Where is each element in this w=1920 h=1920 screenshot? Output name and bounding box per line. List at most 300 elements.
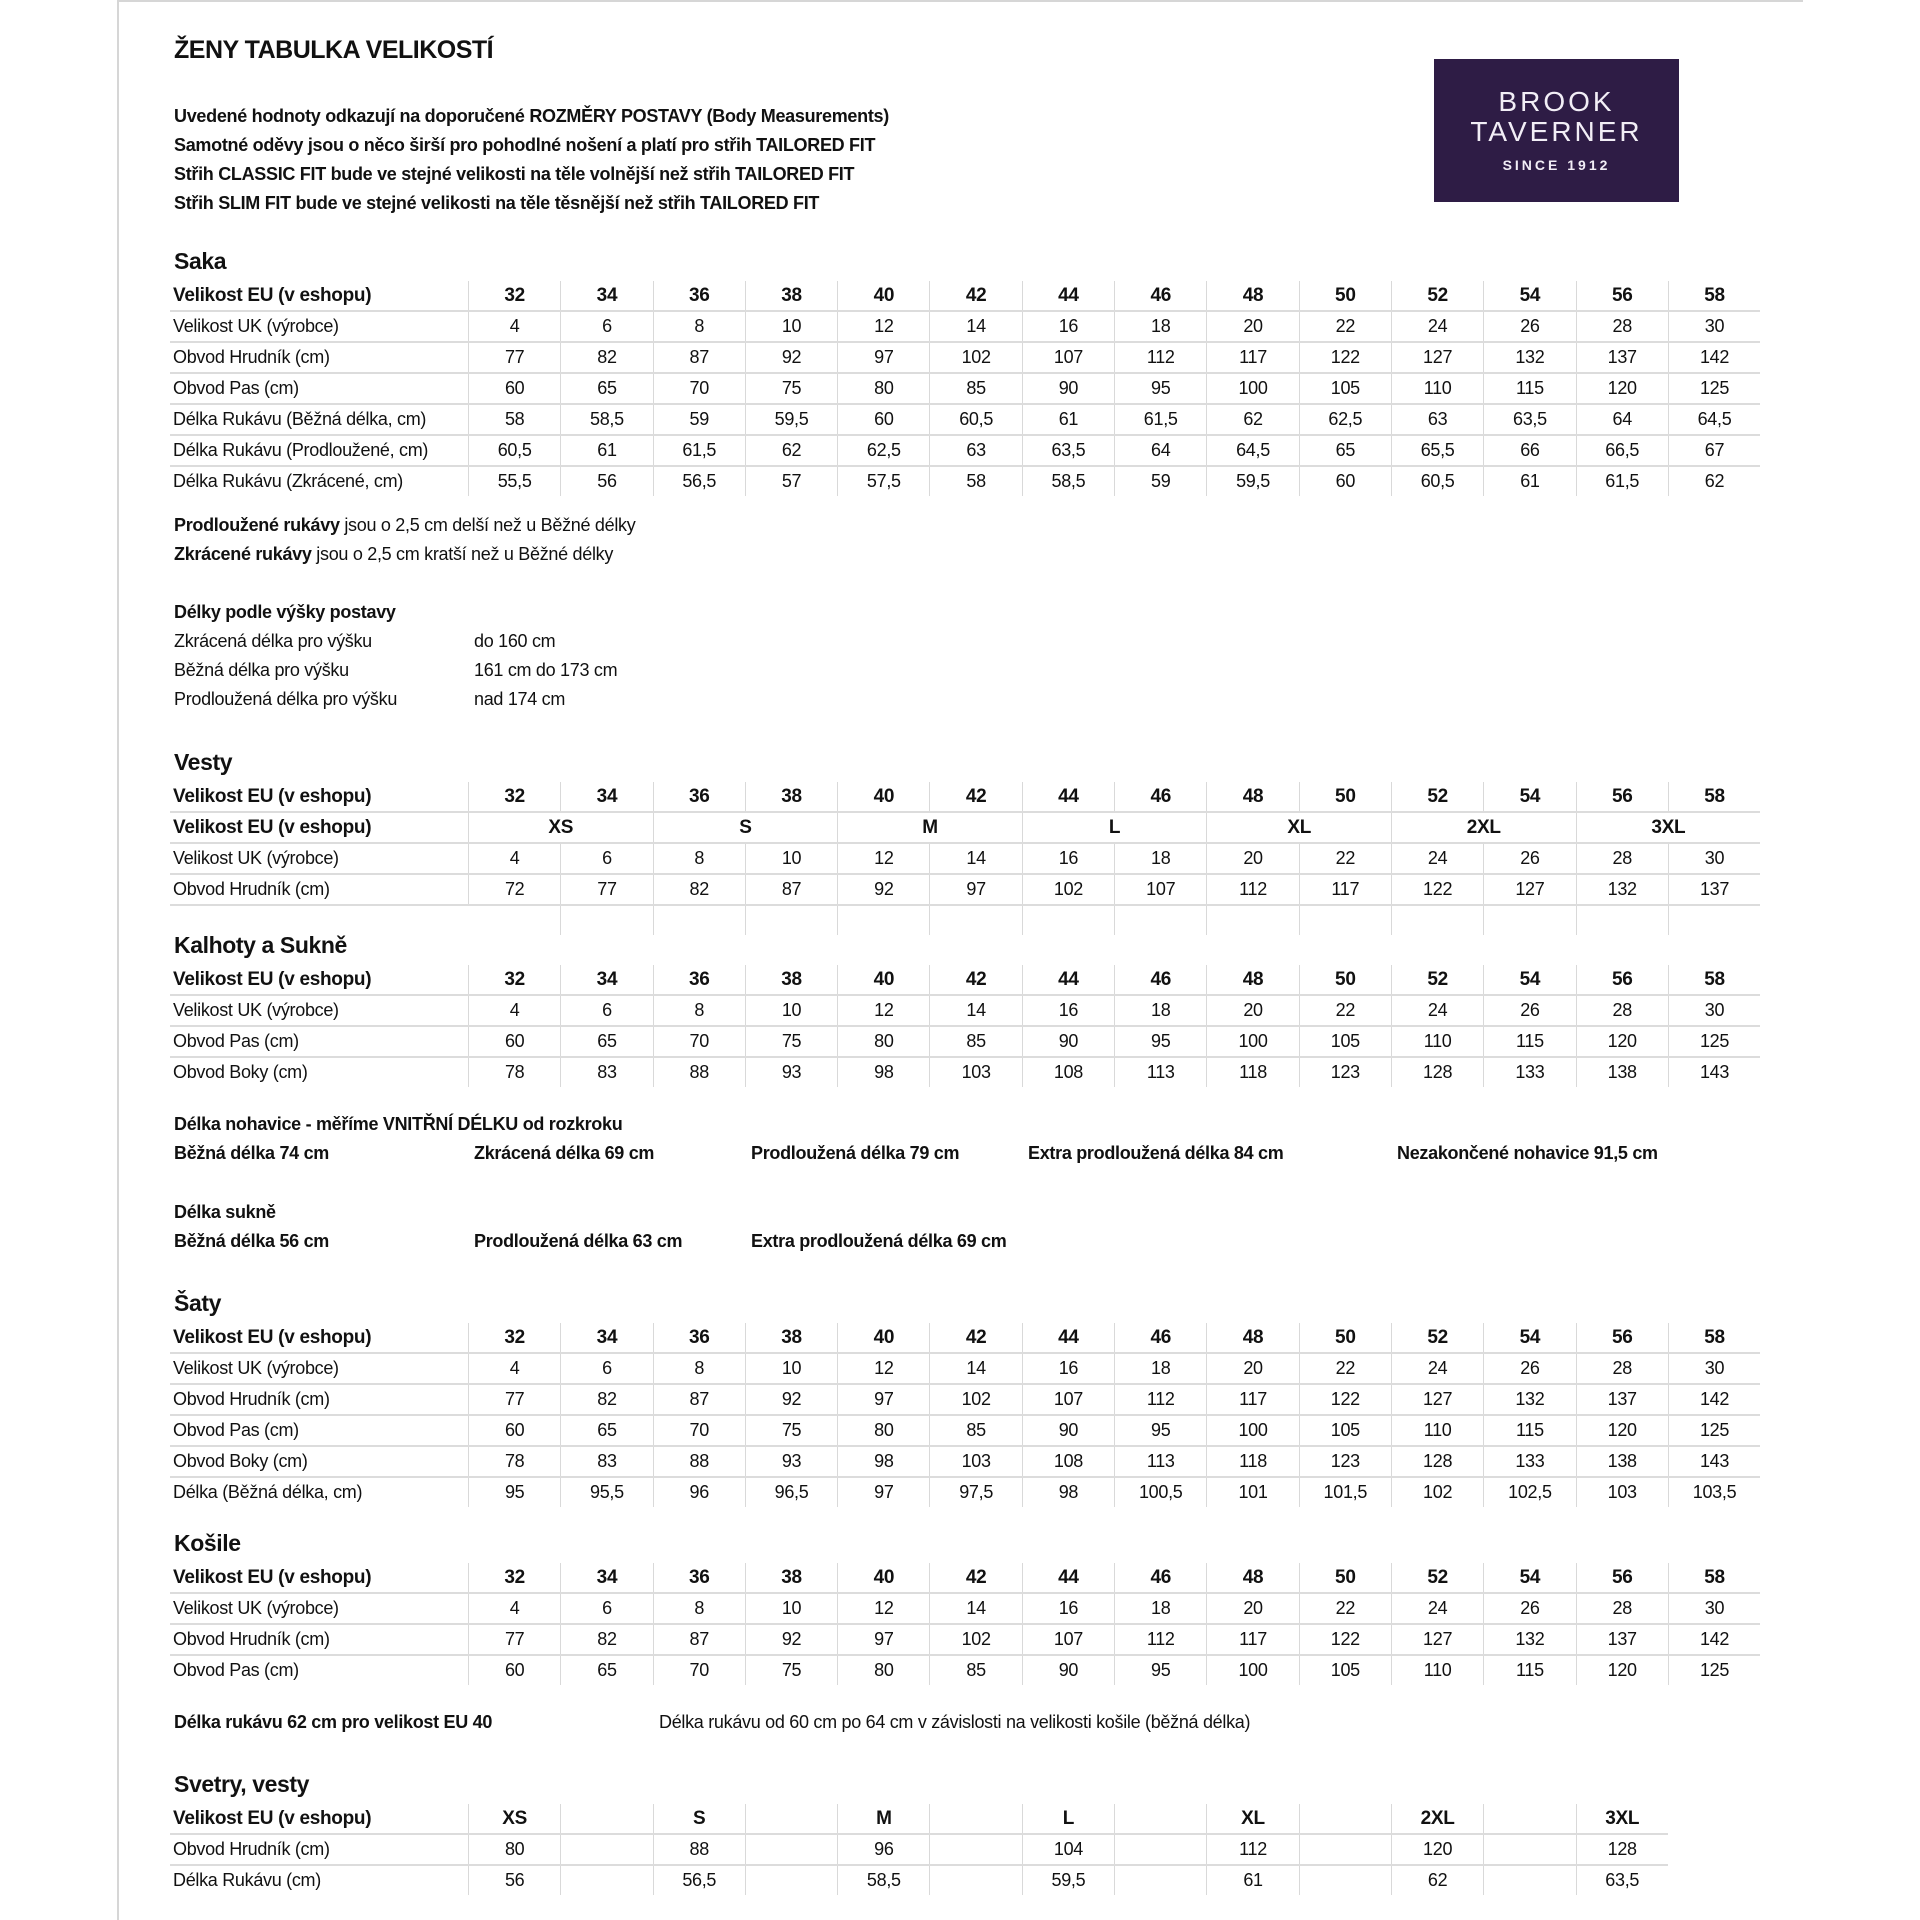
note-bold: Prodloužené rukávy [174, 515, 340, 535]
cell-value: 110 [1391, 373, 1483, 404]
cell-value: 113 [1115, 1057, 1207, 1087]
cell-label: Obvod Hrudník (cm) [170, 1384, 469, 1415]
cell-value: 97 [838, 1477, 930, 1507]
cell-value: 103 [1576, 1477, 1668, 1507]
cell-value: 95 [1115, 373, 1207, 404]
cell-value: 62 [1391, 1865, 1483, 1895]
cell-value: 30 [1668, 311, 1760, 342]
cell-value: 127 [1391, 342, 1483, 373]
cell-value: 42 [930, 1563, 1022, 1593]
cell-value: 28 [1576, 311, 1668, 342]
cell-label: Obvod Hrudník (cm) [170, 1834, 469, 1865]
cell-value: 128 [1576, 1834, 1668, 1865]
table-vesty [170, 782, 1760, 935]
table-row [170, 281, 1760, 311]
cell-value: 112 [1115, 1624, 1207, 1655]
cell-value: 12 [838, 995, 930, 1026]
cell-value: 50 [1299, 281, 1391, 311]
cell-value: 36 [653, 1323, 745, 1353]
cell-value: 40 [838, 1563, 930, 1593]
cell-value: 10 [745, 1353, 837, 1384]
cell-value: 117 [1207, 342, 1299, 373]
cell-value [561, 1865, 653, 1895]
cell-value: 6 [561, 311, 653, 342]
cell-value: 44 [1022, 965, 1114, 995]
cell-value: 46 [1115, 1563, 1207, 1593]
cell-value: 138 [1576, 1446, 1668, 1477]
cell-value [930, 1834, 1022, 1865]
leg-length-item: Běžná délka 74 cm [174, 1143, 329, 1163]
cell-value: 20 [1207, 1353, 1299, 1384]
skirt-length-item: Extra prodloužená délka 69 cm [751, 1231, 1007, 1251]
cell-value: 42 [930, 281, 1022, 311]
table-row [170, 1655, 1760, 1685]
cell-value: 4 [469, 1593, 561, 1624]
cell-value: 132 [1484, 1624, 1576, 1655]
cell-value: 101 [1207, 1477, 1299, 1507]
cell-value: 97 [930, 874, 1022, 905]
intro-line: Střih CLASSIC FIT bude ve stejné velikosti na těle volnější než střih TAILORED FIT [174, 164, 855, 184]
cell-value: 80 [838, 373, 930, 404]
cell-value: 97 [838, 342, 930, 373]
cell-value: 44 [1022, 281, 1114, 311]
cell-letter: M [838, 812, 1023, 843]
table-row [170, 1323, 1760, 1353]
cell-value: 122 [1299, 1384, 1391, 1415]
cell-value: 12 [838, 1593, 930, 1624]
table-row [170, 311, 1760, 342]
cell-value: 22 [1299, 311, 1391, 342]
cell-value: 30 [1668, 1593, 1760, 1624]
cell-value: 102 [930, 1384, 1022, 1415]
cell-value: 38 [745, 1563, 837, 1593]
cell-value: 52 [1391, 782, 1483, 812]
cell-value: 26 [1484, 1593, 1576, 1624]
shirt-sleeve-range-note: Délka rukávu od 60 cm po 64 cm v závislosti na velikosti košile (běžná délka) [659, 1712, 1251, 1732]
cell-value: 40 [838, 782, 930, 812]
cell-value: 96 [653, 1477, 745, 1507]
note-bold: Zkrácené rukávy [174, 544, 312, 564]
table-row [170, 1026, 1760, 1057]
cell-value: 92 [745, 1624, 837, 1655]
cell-value: 103 [930, 1446, 1022, 1477]
cell-value: 102,5 [1484, 1477, 1576, 1507]
cell-value: 22 [1299, 1353, 1391, 1384]
cell-value: 65 [561, 1415, 653, 1446]
intro-line: Střih SLIM FIT bude ve stejné velikosti na těle těsnější než střih TAILORED FIT [174, 193, 820, 213]
cell-value: 50 [1299, 1563, 1391, 1593]
cell-value [745, 1804, 837, 1834]
table-row [170, 466, 1760, 496]
cell-value: 46 [1115, 965, 1207, 995]
cell-value: 100 [1207, 1655, 1299, 1685]
cell-value: 38 [745, 281, 837, 311]
cell-letter: S [653, 812, 838, 843]
cell-value: 26 [1484, 311, 1576, 342]
cell-value: 62 [745, 435, 837, 466]
cell-label: Velikost EU (v eshopu) [170, 1804, 469, 1834]
cell-value: 87 [653, 342, 745, 373]
cell-value: 42 [930, 1323, 1022, 1353]
cell-value: 65,5 [1391, 435, 1483, 466]
section-title-kosile: Košile [174, 1530, 241, 1556]
cell-value: 40 [838, 281, 930, 311]
cell-value: 77 [561, 874, 653, 905]
cell-value: 62,5 [1299, 404, 1391, 435]
cell-value: 120 [1576, 373, 1668, 404]
cell-value: 105 [1299, 1655, 1391, 1685]
cell-value: 4 [469, 311, 561, 342]
cell-value: 26 [1484, 1353, 1576, 1384]
cell-value: 54 [1484, 782, 1576, 812]
height-value: 161 cm do 173 cm [474, 660, 618, 680]
cell-value: 52 [1391, 1323, 1483, 1353]
cell-value: 10 [745, 843, 837, 874]
cell-value: 118 [1207, 1057, 1299, 1087]
table-row [170, 1057, 1760, 1087]
cell-value: 93 [745, 1446, 837, 1477]
cell-value: 50 [1299, 965, 1391, 995]
cell-value: 90 [1022, 1655, 1114, 1685]
cell-value: 87 [653, 1384, 745, 1415]
cell-value: 32 [469, 1323, 561, 1353]
cell-value: 36 [653, 281, 745, 311]
cell-value: 137 [1576, 1624, 1668, 1655]
cell-value: 137 [1576, 1384, 1668, 1415]
cell-label: Obvod Pas (cm) [170, 1415, 469, 1446]
cell-value: 20 [1207, 995, 1299, 1026]
cell-value: 28 [1576, 843, 1668, 874]
cell-value: 77 [469, 342, 561, 373]
cell-value: 132 [1484, 1384, 1576, 1415]
cell-value: 22 [1299, 1593, 1391, 1624]
cell-value: 120 [1391, 1834, 1483, 1865]
note-text: jsou o 2,5 cm delší než u Běžné délky [339, 515, 636, 535]
cell-value: 70 [653, 1655, 745, 1685]
cell-value: 18 [1115, 311, 1207, 342]
cell-value: 14 [930, 995, 1022, 1026]
cell-value: 8 [653, 995, 745, 1026]
cell-value: 143 [1668, 1446, 1760, 1477]
cell-label: Obvod Pas (cm) [170, 373, 469, 404]
cell-value: 65 [561, 373, 653, 404]
cell-label: Obvod Hrudník (cm) [170, 1624, 469, 1655]
cell-value: 88 [653, 1057, 745, 1087]
cell-value: 97 [838, 1624, 930, 1655]
cell-value: 108 [1022, 1446, 1114, 1477]
cell-value: 115 [1484, 1415, 1576, 1446]
cell-letter: XS [469, 812, 654, 843]
cell-value: 70 [653, 1026, 745, 1057]
cell-value: 92 [745, 1384, 837, 1415]
cell-value: 44 [1022, 782, 1114, 812]
cell-value: 98 [838, 1446, 930, 1477]
cell-value: 59 [653, 404, 745, 435]
cell-value: 38 [745, 782, 837, 812]
cell-value: 54 [1484, 1323, 1576, 1353]
cell-value: 60 [469, 1655, 561, 1685]
cell-value: 127 [1391, 1624, 1483, 1655]
cell-value: 142 [1668, 342, 1760, 373]
table-saty [170, 1323, 1760, 1507]
cell-value: 48 [1207, 1323, 1299, 1353]
cell-value: 50 [1299, 1323, 1391, 1353]
cell-value: 87 [745, 874, 837, 905]
cell-value: 22 [1299, 843, 1391, 874]
intro-line: Samotné oděvy jsou o něco širší pro pohodlné nošení a platí pro střih TAILORED FIT [174, 135, 876, 155]
cell-value: 48 [1207, 1563, 1299, 1593]
cell-value [745, 1834, 837, 1865]
cell-value: 20 [1207, 1593, 1299, 1624]
table-row [170, 373, 1760, 404]
height-label: Prodloužená délka pro výšku [174, 689, 398, 709]
cell-value: M [838, 1804, 930, 1834]
cell-value: 58 [1668, 1323, 1760, 1353]
cell-value: 142 [1668, 1624, 1760, 1655]
cell-value: 138 [1576, 1057, 1668, 1087]
cell-value: 88 [653, 1834, 745, 1865]
cell-value [930, 1865, 1022, 1895]
table-row [170, 965, 1760, 995]
cell-value: 90 [1022, 1026, 1114, 1057]
cell-value: 120 [1576, 1026, 1668, 1057]
cell-value: 18 [1115, 995, 1207, 1026]
leg-length-item: Zkrácená délka 69 cm [474, 1143, 655, 1163]
cell-value: 82 [561, 342, 653, 373]
cell-value: 59 [1115, 466, 1207, 496]
cell-value: 64,5 [1207, 435, 1299, 466]
cell-value: 59,5 [745, 404, 837, 435]
cell-label: Velikost EU (v eshopu) [170, 812, 469, 843]
cell-value: 58 [1668, 965, 1760, 995]
cell-value: 61 [561, 435, 653, 466]
cell-value: 88 [653, 1446, 745, 1477]
cell-value: 8 [653, 843, 745, 874]
cell-value: 105 [1299, 373, 1391, 404]
cell-value: 125 [1668, 1026, 1760, 1057]
cell-value: 59,5 [1022, 1865, 1114, 1895]
cell-value: 100 [1207, 1415, 1299, 1446]
cell-value: 24 [1391, 311, 1483, 342]
cell-value: 95 [1115, 1415, 1207, 1446]
cell-value: 67 [1668, 435, 1760, 466]
cell-value: 12 [838, 843, 930, 874]
cell-value: 24 [1391, 843, 1483, 874]
cell-value [745, 1865, 837, 1895]
cell-value: 83 [561, 1446, 653, 1477]
cell-value: 18 [1115, 1593, 1207, 1624]
table-row [170, 1624, 1760, 1655]
cell-value: 42 [930, 782, 1022, 812]
section-title-saka: Saka [174, 248, 227, 274]
cell-value: 14 [930, 311, 1022, 342]
cell-value: 62 [1704, 471, 1725, 491]
cell-value: 107 [1022, 342, 1114, 373]
cell-value: 112 [1207, 1834, 1299, 1865]
cell-value: 78 [469, 1446, 561, 1477]
cell-value: 57 [745, 466, 837, 496]
cell-label: Délka (Běžná délka, cm) [170, 1477, 469, 1507]
cell-value: 40 [838, 965, 930, 995]
cell-value: 58 [469, 404, 561, 435]
cell-value: 10 [745, 995, 837, 1026]
cell-value: 14 [930, 1593, 1022, 1624]
height-value: do 160 cm [474, 631, 556, 651]
cell-value: 28 [1576, 995, 1668, 1026]
cell-value: 46 [1115, 1323, 1207, 1353]
cell-label: Obvod Hrudník (cm) [170, 342, 469, 373]
cell-value: 32 [469, 1563, 561, 1593]
cell-value: 65 [1299, 435, 1391, 466]
heights-title: Délky podle výšky postavy [174, 602, 396, 622]
cell-value: 8 [653, 1353, 745, 1384]
cell-value: 32 [469, 782, 561, 812]
height-label: Zkrácená délka pro výšku [174, 631, 372, 651]
cell-value: 80 [838, 1655, 930, 1685]
cell-value: 34 [561, 782, 653, 812]
cell-value: 64 [1115, 435, 1207, 466]
brook-taverner-logo [1434, 59, 1679, 202]
cell-value: 32 [469, 965, 561, 995]
cell-value: 60 [469, 1415, 561, 1446]
logo-line-3: SINCE 1912 [1502, 157, 1611, 173]
cell-value: 64,5 [1668, 404, 1760, 435]
cell-value: 24 [1391, 1353, 1483, 1384]
cell-value: 16 [1022, 1353, 1114, 1384]
cell-value: 56,5 [653, 1865, 745, 1895]
cell-value: 65 [561, 1655, 653, 1685]
height-label: Běžná délka pro výšku [174, 660, 349, 680]
cell-value: 117 [1207, 1624, 1299, 1655]
cell-value: 103,5 [1692, 1482, 1737, 1502]
table-svetry [170, 1804, 1668, 1895]
note-prodlouzene [174, 515, 635, 536]
cell-value: 58,5 [838, 1865, 930, 1895]
cell-value [1299, 1804, 1391, 1834]
cell-value: 6 [561, 843, 653, 874]
cell-value: 70 [653, 1415, 745, 1446]
skirt-length-title: Délka sukně [174, 1202, 276, 1222]
cell-value: 102 [1022, 874, 1114, 905]
cell-value: 142 [1668, 1384, 1760, 1415]
cell-value: 96,5 [745, 1477, 837, 1507]
table-row [170, 1834, 1668, 1865]
cell-value: 122 [1391, 874, 1483, 905]
cell-value: 100 [1207, 373, 1299, 404]
cell-label: Velikost UK (výrobce) [170, 311, 469, 342]
cell-value: 137 [1576, 342, 1668, 373]
cell-value [1115, 1804, 1207, 1834]
cell-value: 48 [1207, 782, 1299, 812]
cell-value: 61 [1484, 466, 1576, 496]
cell-value: XL [1207, 1804, 1299, 1834]
cell-value: 82 [561, 1384, 653, 1415]
cell-letter: XL [1207, 812, 1392, 843]
cell-value: 59,5 [1207, 466, 1299, 496]
section-title-kalhoty: Kalhoty a Sukně [174, 932, 347, 958]
table-row [170, 1384, 1760, 1415]
cell-value: 90 [1022, 373, 1114, 404]
cell-value: 8 [653, 311, 745, 342]
cell-value: 61,5 [1115, 404, 1207, 435]
cell-label: Délka Rukávu (cm) [170, 1865, 469, 1895]
cell-value: 132 [1484, 342, 1576, 373]
table-row [170, 1563, 1760, 1593]
cell-value: 82 [653, 874, 745, 905]
table-row [170, 1865, 1668, 1895]
cell-value: 56 [1576, 782, 1668, 812]
cell-value: 30 [1668, 995, 1760, 1026]
cell-value: 10 [745, 1593, 837, 1624]
cell-value: 96 [838, 1834, 930, 1865]
cell-value: 44 [1022, 1323, 1114, 1353]
cell-value: 28 [1576, 1353, 1668, 1384]
cell-value: 4 [469, 1353, 561, 1384]
cell-value: 115 [1484, 1655, 1576, 1685]
cell-value: 127 [1484, 874, 1576, 905]
cell-label: Velikost UK (výrobce) [170, 843, 469, 874]
cell-value: 80 [838, 1415, 930, 1446]
cell-value: 46 [1115, 782, 1207, 812]
cell-value: 58 [1668, 782, 1760, 812]
cell-value: 24 [1391, 1593, 1483, 1624]
cell-value: 20 [1207, 843, 1299, 874]
cell-value: 6 [561, 1353, 653, 1384]
cell-value: 65 [561, 1026, 653, 1057]
cell-value: 82 [561, 1624, 653, 1655]
cell-value: 66 [1484, 435, 1576, 466]
cell-value: 34 [561, 1323, 653, 1353]
cell-value: 56 [1576, 965, 1668, 995]
table-row [170, 843, 1760, 874]
cell-value: 6 [561, 995, 653, 1026]
cell-value: 60 [469, 1026, 561, 1057]
cell-label: Velikost UK (výrobce) [170, 995, 469, 1026]
cell-value: 2XL [1391, 1804, 1483, 1834]
cell-value: 112 [1115, 1384, 1207, 1415]
cell-value [1115, 1865, 1207, 1895]
leg-length-title: Délka nohavice - měříme VNITŘNÍ DÉLKU od rozkroku [174, 1114, 623, 1134]
cell-value: 54 [1484, 281, 1576, 311]
cell-value [1484, 1804, 1576, 1834]
cell-label: Velikost EU (v eshopu) [170, 1323, 469, 1353]
cell-value: 85 [930, 373, 1022, 404]
cell-value: 78 [469, 1057, 561, 1087]
cell-value: 58 [1668, 1563, 1760, 1593]
cell-value [1299, 1865, 1391, 1895]
cell-value: 60 [1299, 466, 1391, 496]
table-row [170, 435, 1760, 466]
cell-value: 98 [1022, 1477, 1114, 1507]
cell-value: 22 [1299, 995, 1391, 1026]
table-row [170, 874, 1760, 905]
cell-value: 132 [1576, 874, 1668, 905]
cell-value: 26 [1484, 995, 1576, 1026]
cell-value: 95,5 [561, 1477, 653, 1507]
cell-value: 128 [1391, 1057, 1483, 1087]
cell-value: 95 [469, 1477, 561, 1507]
cell-value: 77 [469, 1624, 561, 1655]
cell-value: 102 [930, 1624, 1022, 1655]
table-row [170, 782, 1760, 812]
cell-value: 6 [561, 1593, 653, 1624]
cell-value: 10 [745, 311, 837, 342]
cell-value: 112 [1207, 874, 1299, 905]
cell-value: 63 [1391, 404, 1483, 435]
note-text: jsou o 2,5 cm kratší než u Běžné délky [311, 544, 614, 564]
cell-value: 113 [1115, 1446, 1207, 1477]
height-value: nad 174 cm [474, 689, 566, 709]
